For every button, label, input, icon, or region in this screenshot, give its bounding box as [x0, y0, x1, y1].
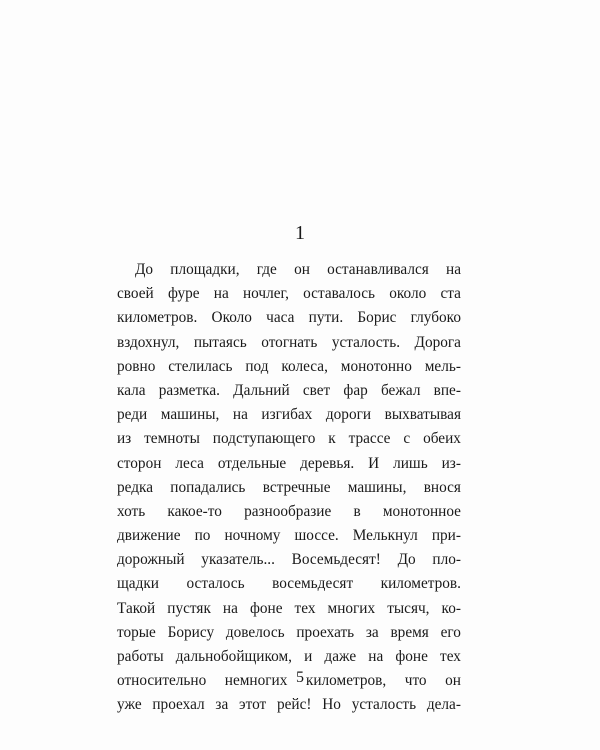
paragraph [117, 258, 461, 718]
text-line: хоть какое-то разнообразие в монотонное [117, 502, 461, 520]
page-number: 5 [296, 669, 304, 686]
text-line: движение по ночному шоссе. Мелькнул при- [117, 527, 461, 545]
text-line: работы дальнобойщиком, и даже на фоне тех [117, 648, 461, 665]
text-line: До площадки, где он останавливался на [135, 261, 461, 278]
text-line: километров. Около часа пути. Борис глубоко [117, 309, 461, 327]
text-line: Такой пустяк на фоне тех многих тысяч, ко- [117, 599, 461, 617]
text-line: торые Борису довелось проехать за время его [117, 623, 461, 641]
text-line: кала разметка. Дальний свет фар бежал впе- [117, 381, 461, 399]
text-line: ровно стелилась под колеса, монотонно мель- [117, 357, 461, 375]
chapter-number: 1 [295, 222, 305, 244]
text-line: уже проехал за этот рейс! Но усталость дела- [117, 696, 461, 714]
text-line: реди машины, на изгибах дороги выхватывая [117, 406, 461, 424]
text-line: вздохнул, пытаясь отогнать усталость. Дорога [117, 333, 461, 351]
text-line: своей фуре на ночлег, оставалось около ста [117, 285, 461, 303]
text-line: относительно немногих километров, что он [117, 672, 461, 690]
text-line: из темноты подступающего к трассе с обеих [117, 430, 461, 448]
text-line: сторон леса отдельные деревья. И лишь из- [117, 454, 461, 472]
text-line: редка попадались встречные машины, внося [117, 478, 461, 496]
text-line: дорожный указатель... Восемьдесят! До пло- [117, 551, 461, 569]
text-line: щадки осталось восемьдесят километров. [117, 575, 461, 593]
